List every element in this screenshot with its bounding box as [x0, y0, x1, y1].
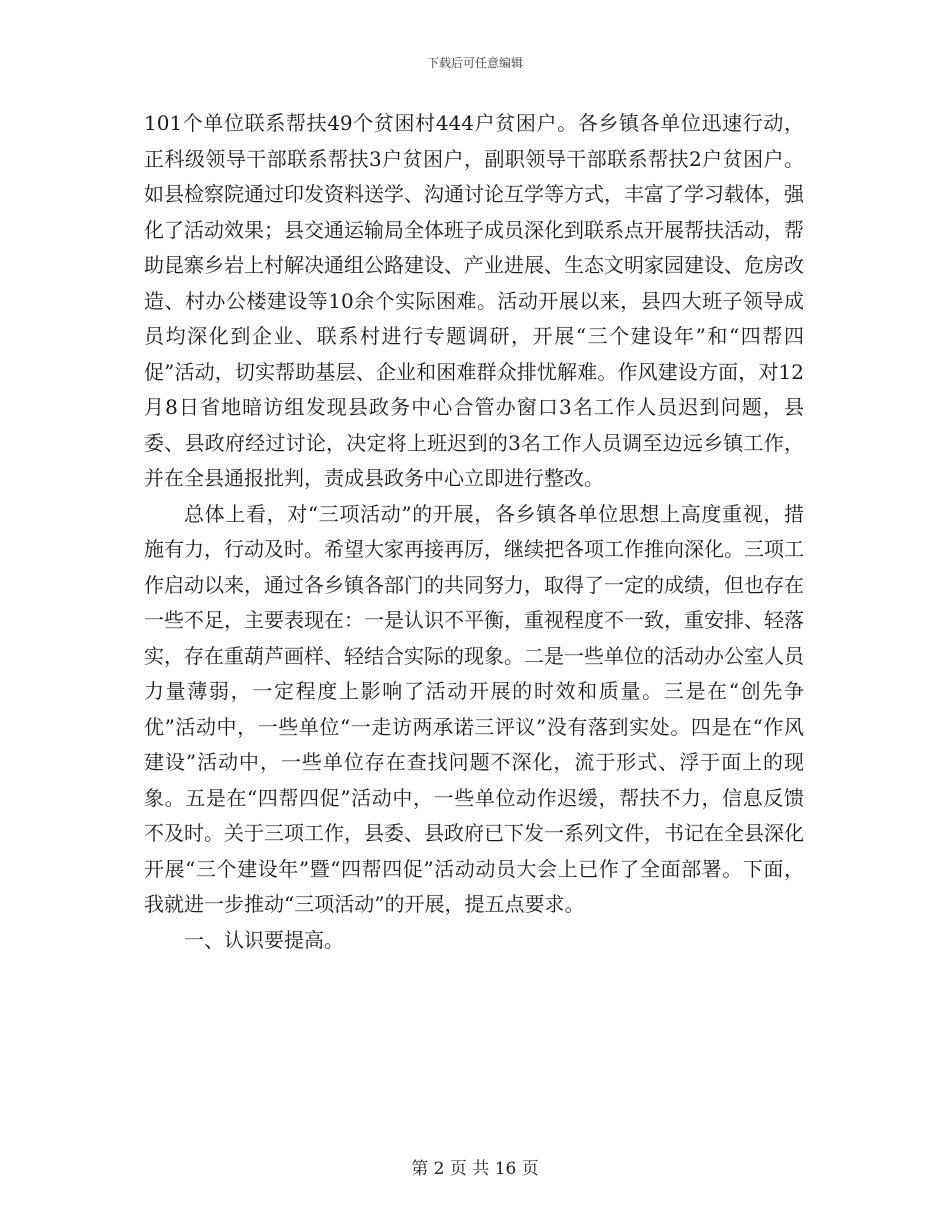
- page-header: 下载后可任意编辑: [426, 56, 523, 70]
- page-footer: 第 2 页 共 16 页: [411, 1159, 539, 1179]
- paragraph-1: 101个单位联系帮扶49个贫困村444户贫困户。各乡镇各单位迅速行动，正科级领导干部联系帮扶3户贫困户，副职领导干部联系帮扶2户贫困户。如县检察院通过印发资料送学、沟通讨论互学等方式，丰富了学习载体，强化了活动效果；县交通运输局全体班子成员深化到联系点开展帮扶活动，帮助昆寨乡岩上村解决通组公路建设、产业进展、生态文明家园建设、危房改造、村办公楼建设等10余个实际困难。活动开展以来，县四大班子领导成员均深化到企业、联系村进行专题调研，开展“三个建设年”和“四帮四促”活动，切实帮助基层、企业和困难群众排忧解难。作风建设方面，对12月8日省地暗访组发现县政务中心合管办窗口3名工作人员迟到问题，县委、县政府经过讨论，决定将上班迟到的3名工作人员调至边远乡镇工作，并在全县通报批判，责成县政务中心立即进行整改。: [144, 111, 804, 490]
- document-body: [144, 106, 804, 958]
- section-heading-1: 一、认识要提高。: [184, 927, 344, 952]
- paragraph-2: 总体上看，对“三项活动”的开展，各乡镇各单位思想上高度重视，措施有力，行动及时。希望大家再接再厉，继续把各项工作推向深化。三项工作启动以来，通过各乡镇各部门的共同努力，取得了一定的成绩，但也存在一些不足，主要表现在：一是认识不平衡，重视程度不一致，重安排、轻落实，存在重葫芦画样、轻结合实际的现象。二是一些单位的活动办公室人员力量薄弱，一定程度上影响了活动开展的时效和质量。三是在“创先争优”活动中，一些单位“一走访两承诺三评议”没有落到实处。四是在“作风建设”活动中，一些单位存在查找问题不深化，流于形式、浮于面上的现象。五是在“四帮四促”活动中，一些单位动作迟缓，帮扶不力，信息反馈不及时。关于三项工作，县委、县政府已下发一系列文件，书记在全县深化开展“三个建设年”暨“四帮四促”活动动员大会上已作了全面部署。下面，我就进一步推动“三项活动”的开展，提五点要求。: [144, 501, 804, 916]
